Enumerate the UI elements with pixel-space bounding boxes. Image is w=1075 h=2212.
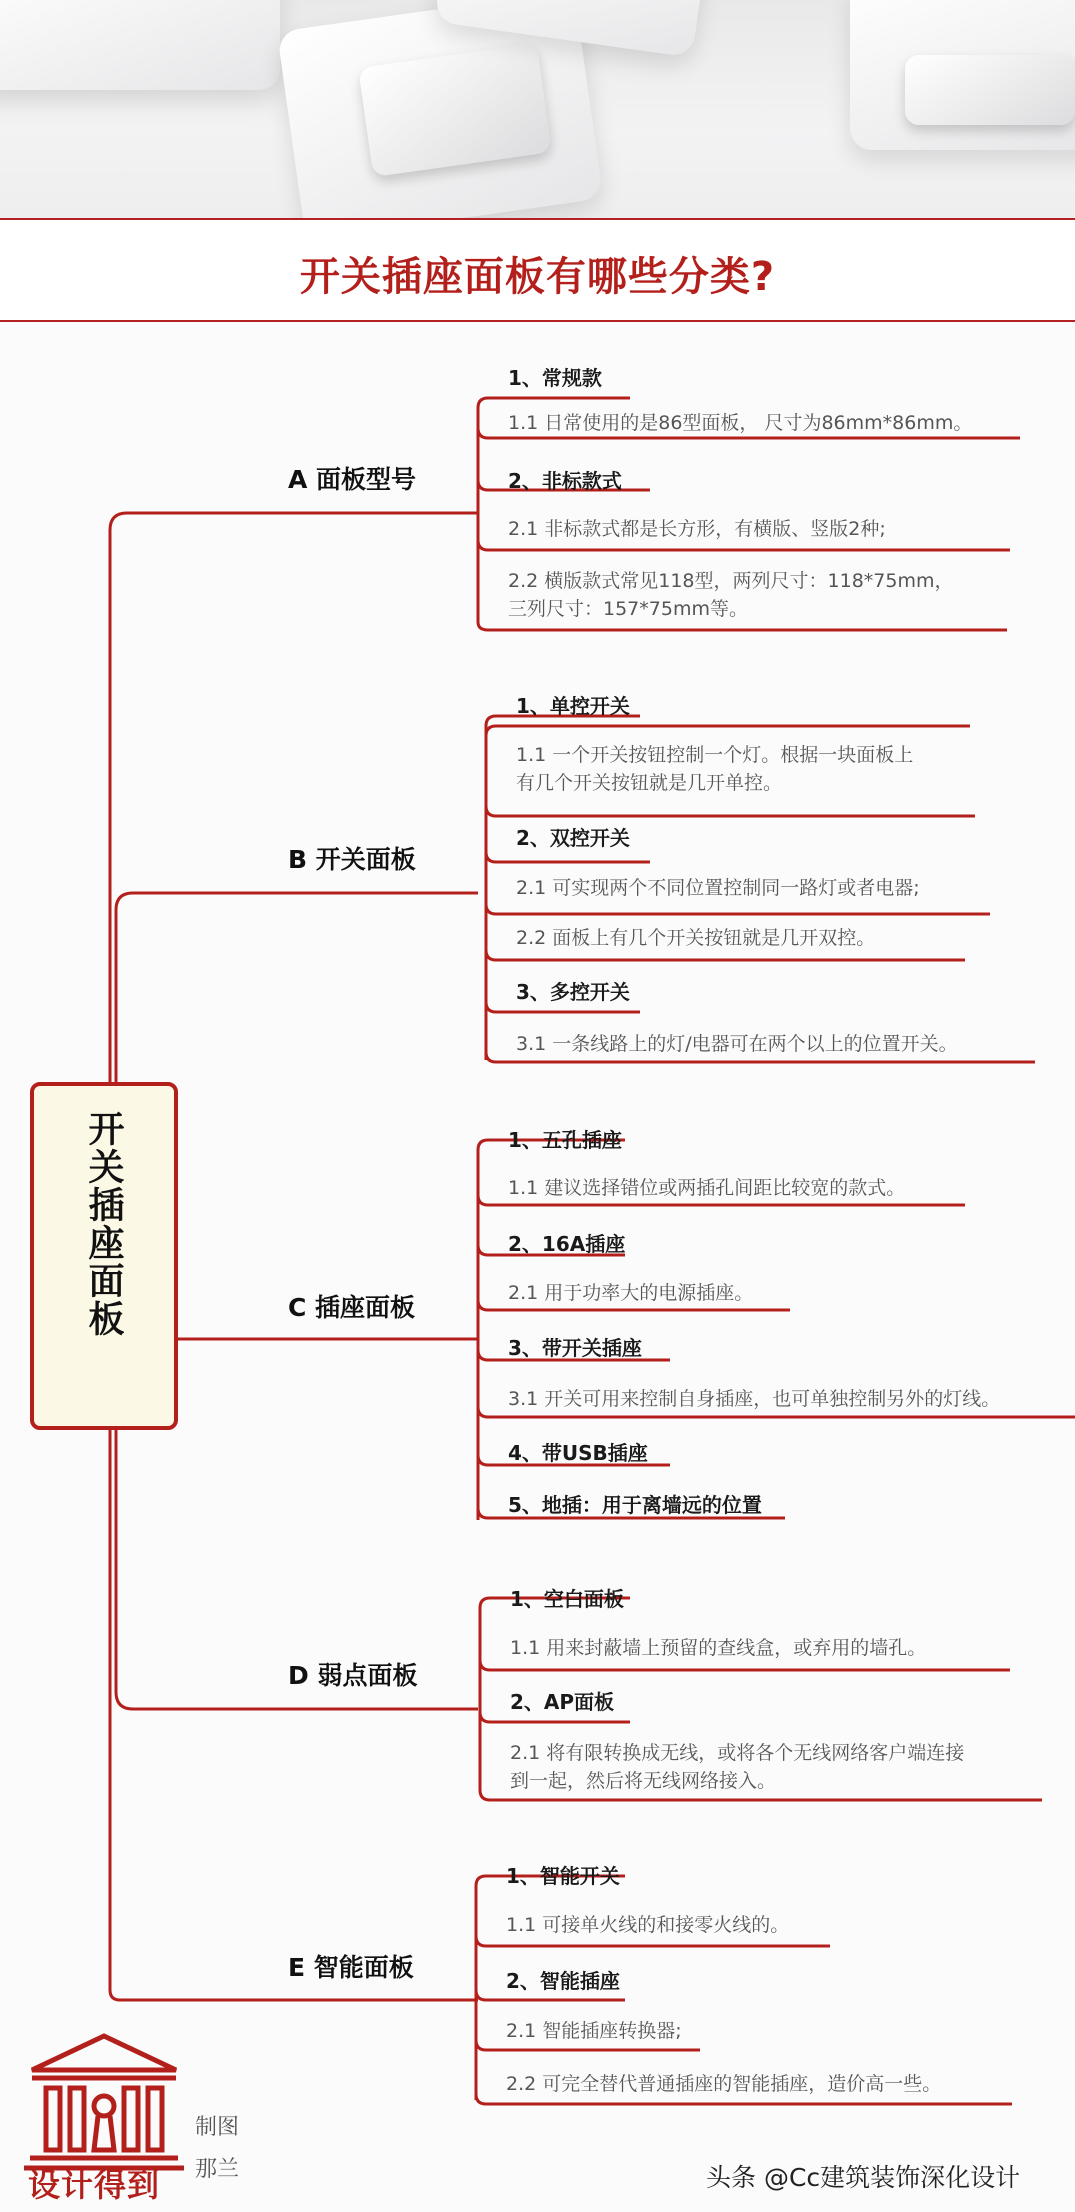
b-heading-3: 3、多控开关 [516,980,630,1004]
d-detail-1: 1.1 用来封蔽墙上预留的查线盒，或弃用的墙孔。 [510,1637,927,1659]
b-heading-1: 1、单控开关 [516,694,630,718]
c-detail-2: 2.1 用于功率大的电源插座。 [508,1282,754,1304]
c-heading-5: 5、地插：用于离墙远的位置 [508,1493,762,1517]
e-detail-1: 1.1 可接单火线的和接零火线的。 [506,1914,790,1936]
credit-label: 制图 [195,2115,240,2140]
branch-a-label: A 面板型号 [288,465,417,494]
a-detail-3-line2: 三列尺寸：157*75mm等。 [508,598,748,620]
branch-e-label: E 智能面板 [288,1953,414,1982]
e-detail-3: 2.2 可完全替代普通插座的智能插座，造价高一些。 [506,2073,942,2095]
b-detail-1-line2: 有几个开关按钮就是几开单控。 [516,772,783,794]
e-detail-2: 2.1 智能插座转换器; [506,2020,682,2042]
root-label: 开关插座面板 [83,1110,124,1338]
c-detail-3: 3.1 开关可用来控制自身插座，也可单独控制另外的灯线。 [508,1388,1001,1410]
a-heading-2: 2、非标款式 [508,469,622,493]
a-detail-1: 1.1 日常使用的是86型面板， 尺寸为86mm*86mm。 [508,412,973,434]
c-heading-3: 3、带开关插座 [508,1336,642,1360]
d-heading-1: 1、空白面板 [510,1587,624,1611]
c-heading-1: 1、五孔插座 [508,1128,622,1152]
e-heading-1: 1、智能开关 [506,1864,620,1888]
source-attribution: 头条 @Cc建筑装饰深化设计 [706,2163,1021,2192]
d-detail-2-line2: 到一起，然后将无线网络接入。 [510,1770,777,1792]
a-detail-3-line1: 2.2 横版款式常见118型，两列尺寸：118*75mm， [508,570,954,592]
b-detail-1-line1: 1.1 一个开关按钮控制一个灯。根据一块面板上 [516,744,914,766]
c-heading-2: 2、16A插座 [508,1232,626,1256]
b-detail-4: 3.1 一条线路上的灯/电器可在两个以上的位置开关。 [516,1033,958,1055]
c-detail-1: 1.1 建议选择错位或两插孔间距比较宽的款式。 [508,1177,906,1199]
page-title: 开关插座面板有哪些分类? [299,254,776,300]
d-heading-2: 2、AP面板 [510,1690,615,1714]
b-detail-3: 2.2 面板上有几个开关按钮就是几开双控。 [516,927,876,949]
b-detail-2: 2.1 可实现两个不同位置控制同一路灯或者电器; [516,877,920,899]
logo-text: 设计得到 [28,2166,161,2204]
a-detail-2: 2.1 非标款式都是长方形，有横版、竖版2种; [508,518,886,540]
e-heading-2: 2、智能插座 [506,1969,620,1993]
c-heading-4: 4、带USB插座 [508,1441,648,1465]
d-detail-2-line1: 2.1 将有限转换成无线，或将各个无线网络客户端连接 [510,1742,965,1764]
branch-c-label: C 插座面板 [288,1293,416,1322]
branch-b-label: B 开关面板 [288,845,416,874]
credit-name: 那兰 [195,2157,240,2182]
b-heading-2: 2、双控开关 [516,826,630,850]
a-heading-1: 1、常规款 [508,366,602,390]
branch-d-label: D 弱点面板 [288,1661,418,1690]
